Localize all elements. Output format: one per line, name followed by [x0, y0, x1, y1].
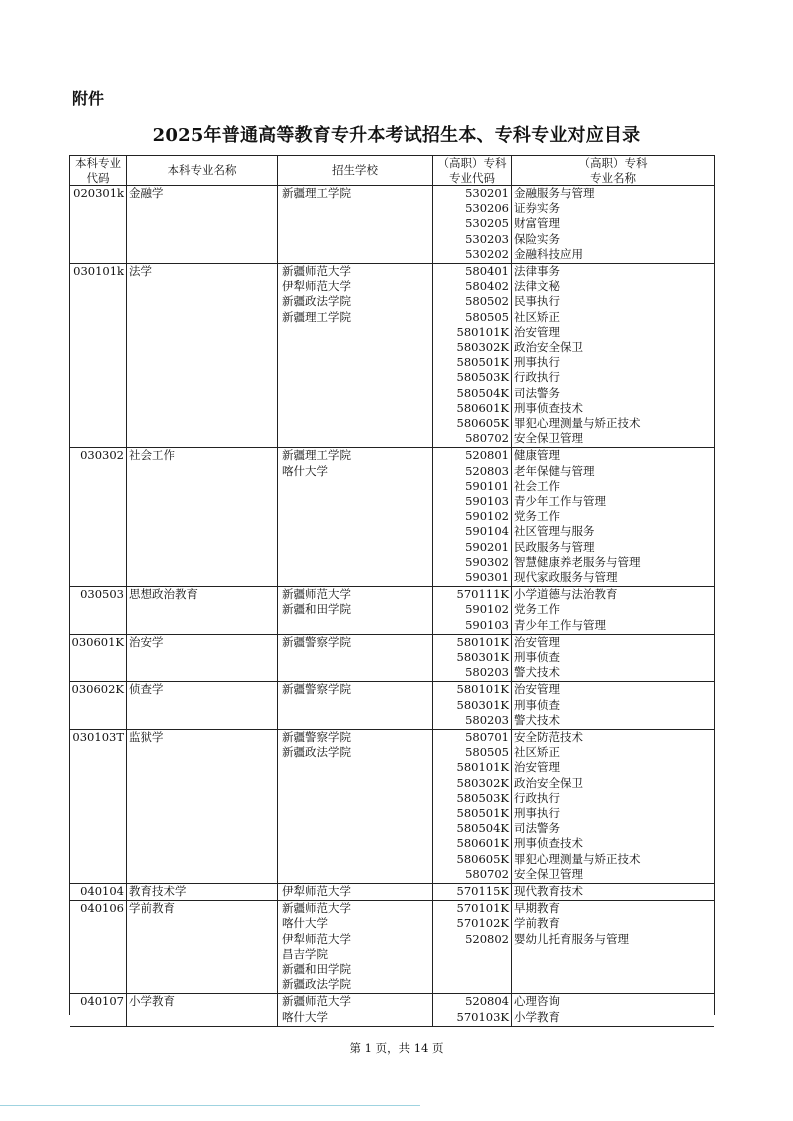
undergrad-name-cell	[127, 186, 278, 263]
vocational-name: 智慧健康养老服务与管理	[514, 554, 641, 569]
vocational-code-cell	[433, 730, 512, 883]
vocational-code: 580702	[465, 431, 509, 446]
school-name: 新疆政法学院	[282, 745, 351, 760]
vocational-code: 530203	[465, 231, 509, 246]
vocational-name: 现代家政服务与管理	[514, 569, 618, 584]
vocational-code: 570115K	[456, 884, 509, 898]
school-name: 新疆理工学院	[282, 448, 351, 463]
vocational-code: 580605K	[456, 415, 509, 430]
school-name: 新疆和田学院	[282, 602, 351, 617]
vocational-name: 金融科技应用	[514, 246, 583, 261]
school-name: 新疆师范大学	[282, 994, 351, 1009]
undergrad-code-cell	[70, 587, 127, 634]
vocational-code: 590201	[465, 539, 509, 554]
vocational-name: 财富管理	[514, 216, 560, 231]
vocational-name: 安全保卫管理	[514, 866, 583, 881]
vocational-name: 小学道德与法治教育	[514, 587, 618, 602]
undergrad-name: 金融学	[129, 186, 164, 200]
vocational-code-cell	[433, 448, 512, 586]
vocational-code-cell	[433, 884, 512, 900]
vocational-name-cell	[512, 448, 714, 586]
undergrad-code-cell	[70, 264, 127, 447]
vocational-name: 民政服务与管理	[514, 539, 595, 554]
vocational-code: 570102K	[456, 916, 509, 931]
vocational-code: 590103	[465, 493, 509, 508]
vocational-name: 小学教育	[514, 1009, 560, 1024]
vocational-code: 520804	[465, 994, 509, 1009]
school-cell	[278, 264, 433, 447]
school-name: 喀什大学	[282, 463, 328, 478]
vocational-name: 心理咨询	[514, 994, 560, 1009]
undergrad-code-cell	[70, 448, 127, 586]
school-name: 新疆政法学院	[282, 977, 351, 992]
vocational-code: 580101K	[456, 324, 509, 339]
scan-artifact-line	[0, 1105, 420, 1106]
school-cell	[278, 448, 433, 586]
school-cell	[278, 635, 433, 682]
vocational-code: 580501K	[456, 355, 509, 370]
undergrad-name-cell	[127, 682, 278, 729]
vocational-code-cell	[433, 994, 512, 1025]
header-undergrad-code: 本科专业 代码	[70, 156, 127, 185]
school-name: 新疆理工学院	[282, 186, 351, 200]
undergrad-name: 学前教育	[129, 901, 175, 916]
vocational-code: 580301K	[456, 649, 509, 664]
vocational-name-cell	[512, 264, 714, 447]
undergrad-name: 社会工作	[129, 448, 175, 463]
undergrad-name-cell	[127, 730, 278, 883]
school-name: 伊犁师范大学	[282, 279, 351, 294]
major-correspondence-table	[69, 155, 715, 1024]
vocational-code: 570103K	[456, 1009, 509, 1024]
vocational-code: 580601K	[456, 836, 509, 851]
vocational-name: 婴幼儿托育服务与管理	[514, 931, 629, 946]
vocational-name: 治安管理	[514, 760, 560, 775]
vocational-name: 行政执行	[514, 790, 560, 805]
vocational-name: 社区管理与服务	[514, 524, 595, 539]
school-cell	[278, 884, 433, 900]
school-name: 新疆警察学院	[282, 730, 351, 744]
header-vocational-code: （高职）专科 专业代码	[433, 156, 512, 185]
table-row-group	[70, 884, 714, 901]
vocational-code: 580504K	[456, 821, 509, 836]
vocational-name: 司法警务	[514, 821, 560, 836]
header-undergrad-name: 本科专业名称	[127, 156, 278, 185]
vocational-code: 580302K	[456, 339, 509, 354]
undergrad-name-cell	[127, 264, 278, 447]
vocational-code: 580505	[465, 745, 509, 760]
vocational-name: 刑事侦查技术	[514, 836, 583, 851]
vocational-name: 刑事侦查	[514, 697, 560, 712]
vocational-code: 520802	[465, 931, 509, 946]
vocational-name: 社会工作	[514, 478, 560, 493]
vocational-code: 530202	[465, 246, 509, 261]
vocational-code: 520801	[465, 448, 509, 463]
vocational-code-cell	[433, 186, 512, 263]
vocational-code: 570101K	[456, 901, 509, 916]
school-name: 新疆师范大学	[282, 587, 351, 602]
vocational-code: 580203	[465, 665, 509, 680]
school-cell	[278, 587, 433, 634]
undergrad-name-cell	[127, 901, 278, 993]
school-name: 新疆和田学院	[282, 961, 351, 976]
vocational-name: 政治安全保卫	[514, 775, 583, 790]
undergrad-code-cell	[70, 901, 127, 993]
school-name: 新疆理工学院	[282, 309, 351, 324]
vocational-name-cell	[512, 730, 714, 883]
vocational-name: 早期教育	[514, 901, 560, 916]
page-footer: 第 1 页，共 14 页	[349, 1041, 444, 1055]
vocational-name-cell	[512, 587, 714, 634]
vocational-code: 590104	[465, 524, 509, 539]
table-header	[70, 155, 714, 186]
undergrad-name: 教育技术学	[129, 884, 187, 898]
vocational-code: 590103	[465, 617, 509, 632]
vocational-name: 保险实务	[514, 231, 560, 246]
vocational-name-cell	[512, 635, 714, 682]
table-row-group	[70, 264, 714, 448]
vocational-code: 580101K	[456, 682, 509, 697]
vocational-code: 580302K	[456, 775, 509, 790]
undergrad-code: 020301k	[73, 186, 124, 200]
vocational-name-cell	[512, 994, 714, 1025]
school-name: 伊犁师范大学	[282, 931, 351, 946]
attachment-label: 附件	[72, 89, 105, 108]
undergrad-code: 030503	[80, 587, 124, 602]
vocational-code: 580203	[465, 712, 509, 727]
vocational-code: 580601K	[456, 400, 509, 415]
vocational-name: 政治安全保卫	[514, 339, 583, 354]
undergrad-name: 治安学	[129, 634, 164, 649]
vocational-name: 现代教育技术	[514, 884, 583, 898]
undergrad-code-cell	[70, 884, 127, 900]
vocational-code: 580504K	[456, 385, 509, 400]
table-row-group	[70, 730, 714, 884]
vocational-name: 青少年工作与管理	[514, 617, 606, 632]
vocational-name-cell	[512, 186, 714, 263]
vocational-code: 580503K	[456, 790, 509, 805]
undergrad-name: 侦查学	[129, 682, 164, 697]
vocational-code-cell	[433, 264, 512, 447]
vocational-code: 590102	[465, 509, 509, 524]
undergrad-code-cell	[70, 994, 127, 1025]
vocational-code: 580101K	[456, 634, 509, 649]
undergrad-code: 040104	[80, 884, 124, 898]
undergrad-name: 思想政治教育	[129, 587, 198, 602]
vocational-name: 治安管理	[514, 682, 560, 697]
undergrad-name-cell	[127, 587, 278, 634]
vocational-name-cell	[512, 682, 714, 729]
vocational-name: 刑事执行	[514, 805, 560, 820]
vocational-code: 570111K	[456, 587, 509, 602]
school-name: 新疆警察学院	[282, 682, 351, 697]
vocational-code: 580401	[465, 264, 509, 278]
vocational-name: 刑事执行	[514, 355, 560, 370]
undergrad-name: 小学教育	[129, 994, 175, 1009]
undergrad-name-cell	[127, 448, 278, 586]
undergrad-code-cell	[70, 635, 127, 682]
vocational-code-cell	[433, 635, 512, 682]
vocational-name: 社区矫正	[514, 309, 560, 324]
school-cell	[278, 730, 433, 883]
undergrad-code-cell	[70, 730, 127, 883]
undergrad-code: 030302	[80, 448, 124, 463]
vocational-code: 580501K	[456, 805, 509, 820]
vocational-code: 580701	[465, 730, 509, 744]
school-name: 喀什大学	[282, 1009, 328, 1024]
undergrad-code: 030103T	[72, 730, 124, 744]
undergrad-name-cell	[127, 635, 278, 682]
vocational-name: 治安管理	[514, 634, 560, 649]
document-title: 2025年普通高等教育专升本考试招生本、专科专业对应目录	[152, 125, 641, 146]
vocational-name: 健康管理	[514, 448, 560, 463]
vocational-code-cell	[433, 901, 512, 993]
school-name: 伊犁师范大学	[282, 884, 351, 898]
vocational-name: 安全保卫管理	[514, 431, 583, 446]
header-vocational-name: （高职）专科 专业名称	[578, 156, 648, 186]
undergrad-code-cell	[70, 682, 127, 729]
undergrad-code: 040107	[80, 994, 124, 1009]
vocational-name-cell	[512, 901, 714, 993]
table-row-group	[70, 901, 714, 994]
vocational-name: 民事执行	[514, 294, 560, 309]
vocational-name: 罪犯心理测量与矫正技术	[514, 851, 641, 866]
vocational-code: 580402	[465, 279, 509, 294]
header-school: 招生学校	[278, 156, 433, 185]
vocational-name: 老年保健与管理	[514, 463, 595, 478]
vocational-code: 580101K	[456, 760, 509, 775]
school-name: 新疆师范大学	[282, 901, 351, 916]
vocational-name: 青少年工作与管理	[514, 493, 606, 508]
vocational-name: 警犬技术	[514, 665, 560, 680]
vocational-code: 580605K	[456, 851, 509, 866]
undergrad-code-cell	[70, 186, 127, 263]
vocational-name: 刑事侦查	[514, 649, 560, 664]
vocational-name: 社区矫正	[514, 745, 560, 760]
vocational-name: 学前教育	[514, 916, 560, 931]
undergrad-code: 040106	[80, 901, 124, 916]
vocational-name: 金融服务与管理	[514, 186, 595, 200]
vocational-code-cell	[433, 587, 512, 634]
vocational-code: 580702	[465, 866, 509, 881]
vocational-name: 行政执行	[514, 370, 560, 385]
vocational-code: 590301	[465, 569, 509, 584]
school-cell	[278, 682, 433, 729]
table-row-group	[70, 186, 714, 264]
undergrad-name: 监狱学	[129, 730, 164, 744]
school-name: 新疆师范大学	[282, 264, 351, 278]
table-row-group	[70, 635, 714, 683]
table-row-group	[70, 682, 714, 730]
vocational-code: 580503K	[456, 370, 509, 385]
vocational-name: 警犬技术	[514, 712, 560, 727]
vocational-code: 520803	[465, 463, 509, 478]
vocational-name: 法律文秘	[514, 279, 560, 294]
school-cell	[278, 901, 433, 993]
vocational-code-cell	[433, 682, 512, 729]
vocational-name: 司法警务	[514, 385, 560, 400]
school-name: 昌吉学院	[282, 946, 328, 961]
vocational-name: 治安管理	[514, 324, 560, 339]
vocational-code: 590102	[465, 602, 509, 617]
undergrad-name: 法学	[129, 264, 152, 278]
school-cell	[278, 186, 433, 263]
school-name: 新疆警察学院	[282, 634, 351, 649]
undergrad-name-cell	[127, 994, 278, 1025]
undergrad-code: 030601K	[71, 634, 124, 649]
vocational-code: 580502	[465, 294, 509, 309]
table-row-group	[70, 448, 714, 587]
vocational-name: 证券实务	[514, 201, 560, 216]
vocational-code: 590302	[465, 554, 509, 569]
vocational-code: 530206	[465, 201, 509, 216]
undergrad-name-cell	[127, 884, 278, 900]
vocational-name-cell	[512, 884, 714, 900]
vocational-name: 安全防范技术	[514, 730, 583, 744]
school-cell	[278, 994, 433, 1025]
vocational-name: 法律事务	[514, 264, 560, 278]
table-row-group	[70, 587, 714, 635]
vocational-name: 罪犯心理测量与矫正技术	[514, 415, 641, 430]
table-row-group	[70, 994, 714, 1026]
school-name: 喀什大学	[282, 916, 328, 931]
vocational-code: 580505	[465, 309, 509, 324]
vocational-name: 刑事侦查技术	[514, 400, 583, 415]
undergrad-code: 030602K	[71, 682, 124, 697]
school-name: 新疆政法学院	[282, 294, 351, 309]
vocational-code: 530201	[465, 186, 509, 200]
vocational-name: 党务工作	[514, 602, 560, 617]
vocational-code: 580301K	[456, 697, 509, 712]
undergrad-code: 030101k	[73, 264, 124, 278]
vocational-code: 590101	[465, 478, 509, 493]
vocational-code: 530205	[465, 216, 509, 231]
vocational-name: 党务工作	[514, 509, 560, 524]
